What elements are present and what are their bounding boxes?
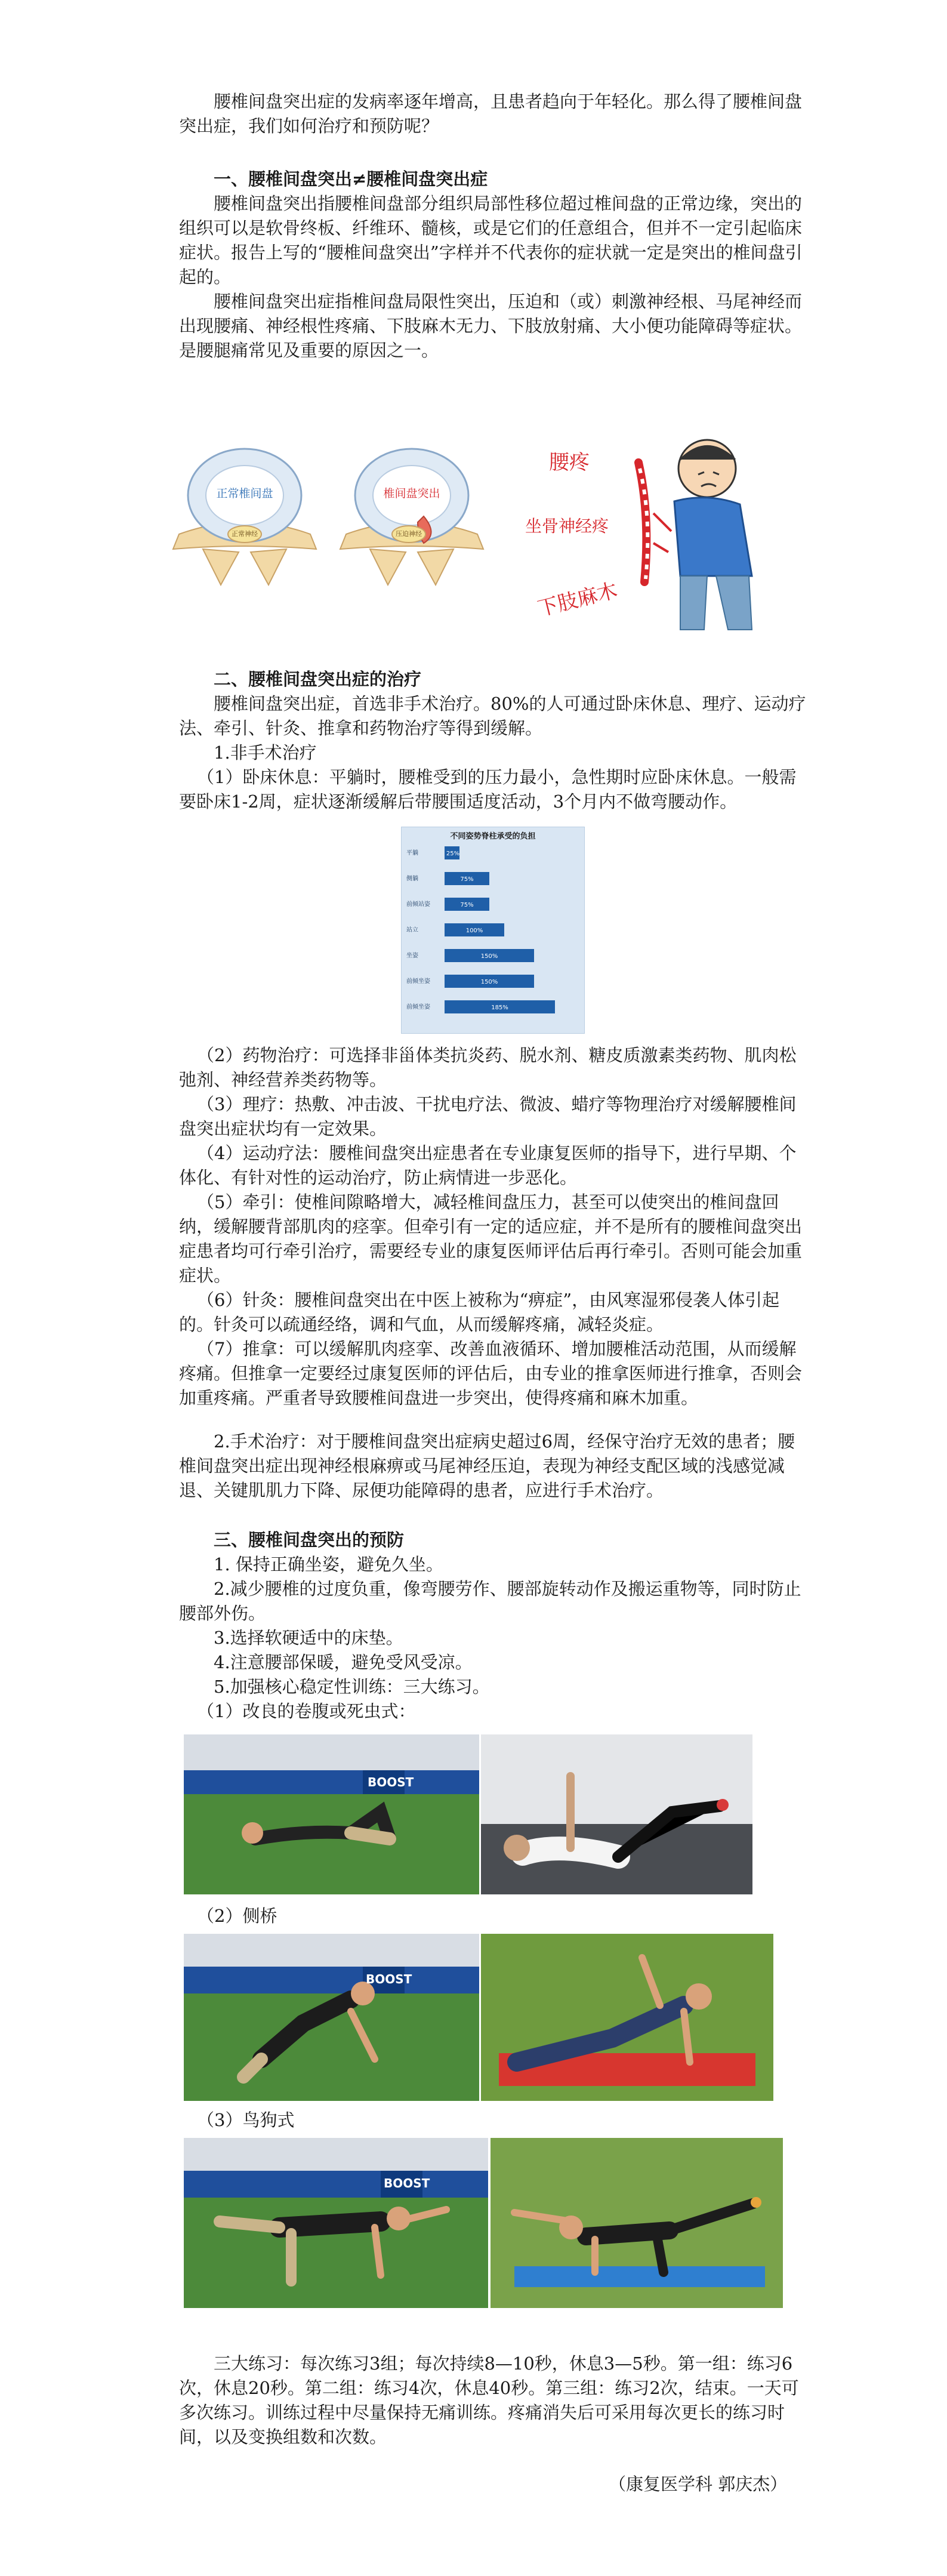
treatment-massage: （7）推拿：可以缓解肌肉痉挛、改善血液循环、增加腰椎活动范围，从而缓解疼痛。但推拿一定要经过康复医师的评估后，由专业的推拿医师进行推拿，否则会加重疼痛。严重者导致腰椎间盘进一步突出，使得疼痛和麻木加重。	[179, 1339, 803, 1408]
disc-normal-label: 正常椎间盘	[216, 487, 273, 500]
exercise-summary: 三大练习：每次练习3组；每次持续8—10秒，休息3—5秒。第一组：练习6次，休息20秒。第二组：练习4次，休息40秒。第三组：练习2次，结束。一天可多次练习。训练过程中尽量保持无痛训练。疼痛消失后可采用每次更长的练习时间，以及变换组数和次数。	[179, 2353, 799, 2447]
disc-illustration-herniated	[334, 445, 489, 588]
prevention-item-3: 3.选择软硬适中的床垫。	[214, 1628, 403, 1648]
chart-category-label: 前倾站姿	[406, 901, 430, 908]
exercise-1-label: （1）改良的卷腹或死虫式：	[197, 1701, 416, 1721]
disc-illustration-normal	[167, 445, 322, 588]
banner-text-1: BOOST	[368, 1775, 414, 1789]
section2-paragraph-1: 腰椎间盘突出症，首选非手术治疗。80%的人可通过卧床休息、理疗、运动疗法、牵引、针灸、推拿和药物治疗等得到缓解。	[179, 694, 806, 738]
chart-value-label: 150%	[480, 979, 498, 985]
side-bridge-photo-2	[481, 1934, 773, 2101]
chart-category-label: 前倾坐姿	[406, 978, 430, 985]
side-bridge-photo-1	[184, 1934, 479, 2101]
prevention-item-1: 1. 保持正确坐姿，避免久坐。	[214, 1554, 443, 1574]
nerve-label-normal: 正常神经	[232, 530, 258, 538]
prevention-item-2: 2.减少腰椎的过度负重，像弯腰劳作、腰部旋转动作及搬运重物等，同时防止腰部外伤。	[179, 1579, 801, 1623]
non-surgical-heading: 1.非手术治疗	[214, 742, 317, 763]
intro-paragraph: 腰椎间盘突出症的发病率逐年增高，且患者趋向于年轻化。那么得了腰椎间盘突出症，我们如何治疗和预防呢？	[179, 91, 803, 136]
treatment-bed-rest: （1）卧床休息：平躺时，腰椎受到的压力最小，急性期时应卧床休息。一般需要卧床1-2周，症状逐渐缓解后带腰围适度活动，3个月内不做弯腰动作。	[179, 767, 797, 812]
chart-category-label: 侧躺	[406, 876, 418, 882]
chart-value-label: 75%	[460, 902, 474, 908]
bird-dog-photo-2	[491, 2138, 783, 2308]
pain-leg-label: 下肢麻木	[535, 578, 620, 621]
treatment-exercise: （4）运动疗法：腰椎间盘突出症患者在专业康复医师的指导下，进行早期、个体化、有针对性的运动治疗，防止病情进一步恶化。	[179, 1143, 797, 1188]
treatment-traction: （5）牵引：使椎间隙略增大，减轻椎间盘压力，甚至可以使突出的椎间盘回纳，缓解腰背部肌肉的痉挛。但牵引有一定的适应症，并不是所有的腰椎间盘突出症患者均可行牵引治疗，需要经专业的康复医师评估后再行牵引。否则可能会加重症状。	[179, 1192, 803, 1286]
section1-paragraph-1: 腰椎间盘突出指腰椎间盘部分组织局部性移位超过椎间盘的正常边缘，突出的组织可以是软骨终板、纤维环、髓核，或是它们的任意组合，但并不一定引起临床症状。报告上写的“腰椎间盘突出”字样并不代表你的症状就一定是突出的椎间盘引起的。	[179, 193, 803, 287]
prevention-item-4: 4.注意腰部保暖，避免受风受凉。	[214, 1652, 473, 1672]
section1-heading: 一、腰椎间盘突出≠腰椎间盘突出症	[214, 169, 488, 189]
spine-load-chart	[401, 827, 585, 1034]
treatment-medication: （2）药物治疗：可选择非甾体类抗炎药、脱水剂、糖皮质激素类药物、肌肉松弛剂、神经营养类药物等。	[179, 1045, 797, 1090]
section3-heading: 三、腰椎间盘突出的预防	[214, 1530, 405, 1550]
exercise-3-label: （3）鸟狗式	[197, 2110, 295, 2130]
banner-text-2: BOOST	[366, 1972, 412, 1986]
treatment-physiotherapy: （3）理疗：热敷、冲击波、干扰电疗法、微波、蜡疗等物理治疗对缓解腰椎间盘突出症状均有一定效果。	[179, 1094, 797, 1139]
chart-value-label: 185%	[491, 1004, 508, 1011]
surgical-treatment: 2.手术治疗：对于腰椎间盘突出症病史超过6周，经保守治疗无效的患者；腰椎间盘突出症出现神经根麻痹或马尾神经压迫，表现为神经支配区域的浅感觉减退、关键肌肌力下降、尿便功能障碍的患者，应进行手术治疗。	[179, 1431, 795, 1500]
chart-value-label: 25%	[446, 851, 460, 857]
chart-value-label: 100%	[465, 928, 483, 934]
exercise-2-label: （2）侧桥	[197, 1906, 277, 1926]
chart-value-label: 150%	[480, 953, 498, 960]
deadbug-photo-2	[481, 1734, 752, 1894]
author-signature: （康复医学科 郭庆杰）	[609, 2474, 788, 2494]
bird-dog-photo-1	[184, 2138, 488, 2308]
chart-title: 不同姿势脊柱承受的负担	[450, 832, 536, 841]
prevention-item-5: 5.加强核心稳定性训练：三大练习。	[214, 1677, 490, 1697]
chart-category-label: 坐姿	[406, 953, 418, 959]
chart-value-label: 75%	[460, 876, 474, 883]
disc-herniated-label: 椎间盘突出	[383, 487, 440, 500]
chart-category-label: 前倾坐姿	[406, 1004, 430, 1010]
banner-text-3: BOOST	[384, 2176, 430, 2190]
treatment-acupuncture: （6）针灸：腰椎间盘突出在中医上被称为“痹症”，由风寒湿邪侵袭人体引起的。针灸可以疏通经络，调和气血，从而缓解疼痛，减轻炎症。	[179, 1290, 780, 1335]
pain-sciatic-label: 坐骨神经疼	[525, 516, 609, 536]
nerve-label-compressed: 压迫神经	[396, 530, 422, 538]
deadbug-photo-1	[184, 1734, 479, 1894]
pain-illustration	[501, 427, 779, 636]
chart-category-label: 平躺	[406, 850, 418, 856]
section1-paragraph-2: 腰椎间盘突出症指椎间盘局限性突出，压迫和（或）刺激神经根、马尾神经而出现腰痛、神经根性疼痛、下肢麻木无力、下肢放射痛、大小便功能障碍等症状。是腰腿痛常见及重要的原因之一。	[179, 291, 803, 360]
section2-heading: 二、腰椎间盘突出症的治疗	[214, 669, 422, 689]
pain-back-label: 腰疼	[549, 451, 590, 474]
chart-category-label: 站立	[406, 927, 418, 933]
